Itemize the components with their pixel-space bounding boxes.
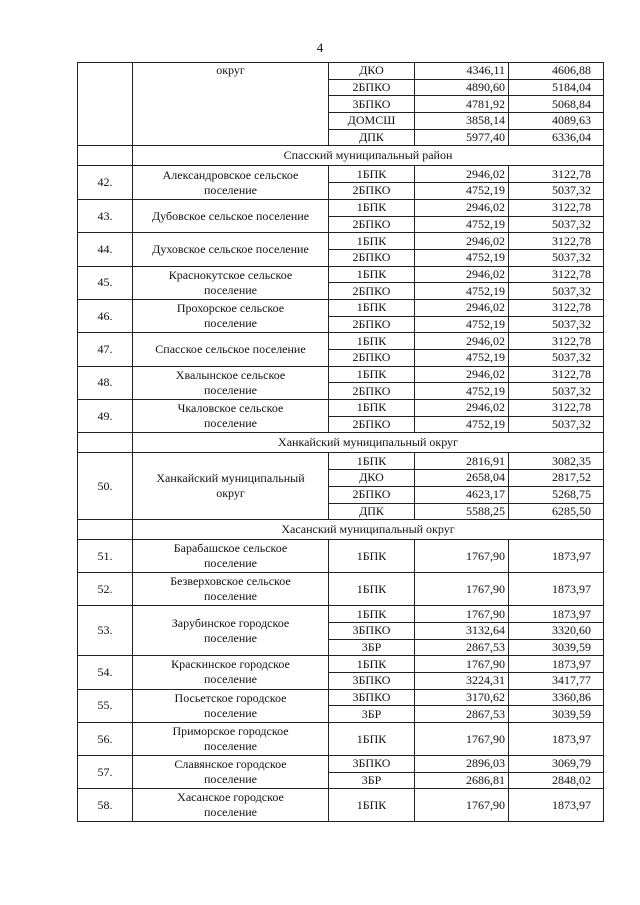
tariff-value-1: 2867,53 [415,706,509,723]
municipality-name: Славянское городское поселение [133,756,329,789]
tariff-value-2: 3039,59 [509,639,604,656]
tariff-value-1: 4752,19 [415,216,509,233]
tariff-value-1: 2946,02 [415,333,509,350]
tariff-value-1: 4346,11 [415,63,509,80]
table-row [78,453,604,470]
municipality-name: округ [133,63,329,146]
tariff-code: 1БПК [329,266,415,283]
tariff-code: 1БПК [329,299,415,316]
tariff-value-2: 2817,52 [509,470,604,487]
tariff-value-2: 1873,97 [509,606,604,623]
tariff-value-2: 3360,86 [509,689,604,706]
row-number: 52. [78,573,133,606]
table-row [78,199,604,216]
tariff-value-2: 3320,60 [509,622,604,639]
tariff-code: 3БПКО [329,756,415,773]
row-number: 45. [78,266,133,299]
tariff-value-1: 2658,04 [415,470,509,487]
tariff-value-1: 4752,19 [415,350,509,367]
row-number: 53. [78,606,133,656]
row-number: 47. [78,333,133,366]
tariff-value-2: 5037,32 [509,216,604,233]
tariff-value-2: 3122,78 [509,333,604,350]
tariff-value-1: 1767,90 [415,789,509,822]
tariff-code: 3БПКО [329,96,415,113]
tariff-value-1: 4752,19 [415,416,509,433]
tariff-value-1: 1767,90 [415,723,509,756]
tariff-code: 2БПКО [329,283,415,300]
tariff-code: 2БПКО [329,350,415,367]
tariff-code: 3БР [329,639,415,656]
tariff-code: 1БПК [329,723,415,756]
table-row [78,333,604,350]
table-row [78,689,604,706]
tariff-code: 1БПК [329,400,415,417]
municipality-name: Барабашское сельское поселение [133,540,329,573]
tariff-code: 2БПКО [329,216,415,233]
tariff-value-1: 1767,90 [415,573,509,606]
tariff-code: 3БР [329,706,415,723]
tariff-value-2: 1873,97 [509,656,604,673]
tariff-value-2: 6336,04 [509,129,604,146]
tariff-value-1: 4890,60 [415,79,509,96]
tariff-code: 1БПК [329,789,415,822]
tariff-value-1: 3858,14 [415,113,509,130]
municipality-name: Духовское сельское поселение [133,233,329,266]
table-row [78,606,604,623]
section-row [78,433,604,453]
tariff-code: 2БПКО [329,316,415,333]
tariff-code: 1БПК [329,540,415,573]
page-number: 4 [316,40,324,55]
tariff-value-1: 2867,53 [415,639,509,656]
row-number: 42. [78,166,133,199]
tariff-value-2: 3122,78 [509,299,604,316]
tariff-value-2: 3069,79 [509,756,604,773]
table-row [78,573,604,606]
table-row [78,233,604,250]
tariff-code: 1БПК [329,166,415,183]
tariff-value-1: 3132,64 [415,622,509,639]
municipality-name: Краснокутское сельское поселение [133,266,329,299]
municipality-name: Ханкайский муниципальный округ [133,453,329,520]
tariff-value-1: 2686,81 [415,772,509,789]
tariff-table [77,62,604,822]
municipality-name: Прохорское сельское поселение [133,299,329,332]
tariff-value-1: 3224,31 [415,672,509,689]
table-row [78,299,604,316]
tariff-value-2: 5037,32 [509,416,604,433]
table-row [78,656,604,673]
tariff-value-2: 3122,78 [509,266,604,283]
tariff-code: ДПК [329,503,415,520]
tariff-value-1: 2946,02 [415,233,509,250]
tariff-value-2: 1873,97 [509,723,604,756]
tariff-value-2: 1873,97 [509,789,604,822]
tariff-code: 3БПКО [329,672,415,689]
row-number: 54. [78,656,133,689]
tariff-value-1: 1767,90 [415,540,509,573]
tariff-value-1: 5977,40 [415,129,509,146]
tariff-code: ДКО [329,63,415,80]
tariff-value-2: 3417,77 [509,672,604,689]
tariff-value-1: 2896,03 [415,756,509,773]
tariff-value-2: 5068,84 [509,96,604,113]
section-number-cell [78,520,133,540]
tariff-value-1: 2816,91 [415,453,509,470]
tariff-value-2: 3122,78 [509,199,604,216]
tariff-value-2: 3082,35 [509,453,604,470]
tariff-code: 2БПКО [329,249,415,266]
tariff-value-2: 4606,88 [509,63,604,80]
tariff-value-1: 3170,62 [415,689,509,706]
tariff-value-2: 3039,59 [509,706,604,723]
tariff-value-1: 4752,19 [415,183,509,200]
tariff-value-1: 5588,25 [415,503,509,520]
tariff-code: 3БПКО [329,622,415,639]
row-number: 43. [78,199,133,232]
row-number: 49. [78,400,133,433]
municipality-name: Хвалынское сельское поселение [133,366,329,399]
tariff-value-2: 3122,78 [509,166,604,183]
municipality-name: Хасанское городское поселение [133,789,329,822]
tariff-code: 1БПК [329,199,415,216]
tariff-code: 1БПК [329,573,415,606]
municipality-name: Спасское сельское поселение [133,333,329,366]
table-row [78,266,604,283]
section-title: Ханкайский муниципальный округ [133,433,604,453]
tariff-value-2: 5037,32 [509,249,604,266]
row-number: 55. [78,689,133,722]
tariff-code: 3БР [329,772,415,789]
tariff-code: 2БПКО [329,416,415,433]
tariff-value-2: 5037,32 [509,283,604,300]
row-number: 46. [78,299,133,332]
table-row [78,63,604,80]
tariff-code: 2БПКО [329,79,415,96]
table-row [78,366,604,383]
tariff-value-2: 5268,75 [509,486,604,503]
tariff-value-1: 2946,02 [415,199,509,216]
tariff-value-1: 4752,19 [415,249,509,266]
tariff-code: 3БПКО [329,689,415,706]
tariff-value-1: 4623,17 [415,486,509,503]
tariff-value-1: 4752,19 [415,316,509,333]
tariff-value-2: 2848,02 [509,772,604,789]
tariff-value-2: 5037,32 [509,350,604,367]
tariff-value-1: 2946,02 [415,166,509,183]
tariff-value-2: 3122,78 [509,233,604,250]
section-title: Хасанский муниципальный округ [133,520,604,540]
tariff-code: 1БПК [329,366,415,383]
tariff-value-1: 1767,90 [415,656,509,673]
municipality-name: Зарубинское городское поселение [133,606,329,656]
row-number: 56. [78,723,133,756]
row-number: 44. [78,233,133,266]
tariff-value-2: 5037,32 [509,316,604,333]
row-number: 48. [78,366,133,399]
tariff-code: 1БПК [329,333,415,350]
tariff-value-2: 5037,32 [509,383,604,400]
tariff-value-1: 2946,02 [415,366,509,383]
municipality-name: Александровское сельское поселение [133,166,329,199]
municipality-name: Безверховское сельское поселение [133,573,329,606]
tariff-value-1: 1767,90 [415,606,509,623]
municipality-name: Чкаловское сельское поселение [133,400,329,433]
table-row [78,789,604,822]
tariff-value-2: 6285,50 [509,503,604,520]
table-row [78,540,604,573]
table-row [78,723,604,756]
municipality-name: Приморское городское поселение [133,723,329,756]
tariff-value-1: 4781,92 [415,96,509,113]
tariff-code: 2БПКО [329,486,415,503]
row-number: 51. [78,540,133,573]
municipality-name: Краскинское городское поселение [133,656,329,689]
table-row [78,756,604,773]
tariff-value-1: 2946,02 [415,299,509,316]
tariff-value-2: 5184,04 [509,79,604,96]
row-number [78,63,133,146]
row-number: 50. [78,453,133,520]
tariff-value-1: 2946,02 [415,266,509,283]
tariff-code: 1БПК [329,453,415,470]
tariff-value-2: 3122,78 [509,400,604,417]
municipality-name: Дубовское сельское поселение [133,199,329,232]
tariff-value-1: 2946,02 [415,400,509,417]
row-number: 58. [78,789,133,822]
tariff-value-1: 4752,19 [415,383,509,400]
section-number-cell [78,146,133,166]
tariff-value-2: 3122,78 [509,366,604,383]
tariff-code: ДОМСШ [329,113,415,130]
table-row [78,400,604,417]
tariff-value-2: 1873,97 [509,540,604,573]
municipality-name: Посьетское городское поселение [133,689,329,722]
tariff-code: ДПК [329,129,415,146]
section-row [78,520,604,540]
tariff-code: 1БПК [329,606,415,623]
tariff-code: ДКО [329,470,415,487]
tariff-value-2: 5037,32 [509,183,604,200]
tariff-value-1: 4752,19 [415,283,509,300]
section-row [78,146,604,166]
tariff-code: 1БПК [329,656,415,673]
tariff-value-2: 1873,97 [509,573,604,606]
table-row [78,166,604,183]
section-number-cell [78,433,133,453]
tariff-code: 2БПКО [329,383,415,400]
tariff-code: 2БПКО [329,183,415,200]
section-title: Спасский муниципальный район [133,146,604,166]
tariff-value-2: 4089,63 [509,113,604,130]
tariff-code: 1БПК [329,233,415,250]
row-number: 57. [78,756,133,789]
